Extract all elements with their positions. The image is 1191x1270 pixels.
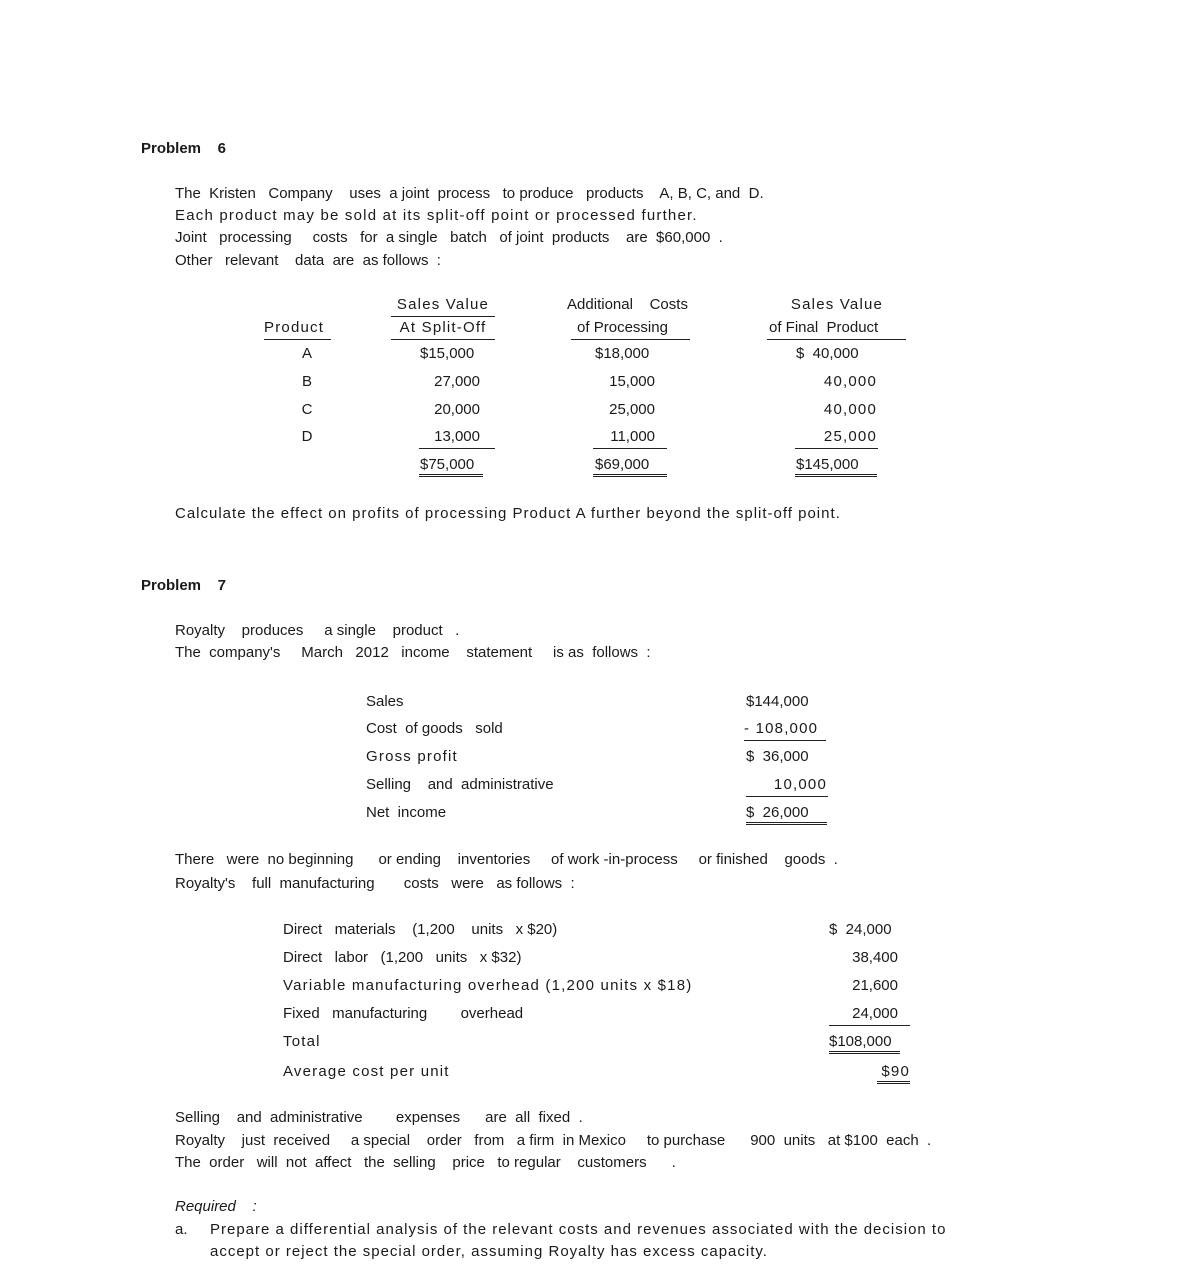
intro-line: Joint processing costs for a single batch of joint products are $60,000 .: [175, 229, 723, 246]
cell-final: $ 40,000: [796, 345, 859, 362]
intro-line: Each product may be sold at its split-off point or processed further.: [175, 207, 698, 224]
total-split: $75,000: [420, 456, 475, 473]
statement-label: Gross profit: [366, 748, 458, 765]
subtotal-rule: [419, 448, 495, 449]
cell-product: A: [301, 345, 312, 362]
cost-label: Total: [283, 1033, 321, 1050]
cost-amount: 21,600: [852, 977, 898, 994]
required-item-line: accept or reject the special order, assuming Royalty has excess capacity.: [210, 1243, 768, 1260]
statement-rule: [744, 740, 826, 741]
statement-amount: $ 36,000: [746, 748, 809, 765]
header-divider: [571, 339, 690, 340]
cost-amount: $108,000: [829, 1033, 892, 1050]
cost-label: Direct materials (1,200 units x $20): [283, 921, 558, 938]
header-product-label: Product: [264, 319, 325, 336]
statement-label: Selling and administrative: [366, 776, 554, 793]
cost-label: Fixed manufacturing overhead: [283, 1005, 524, 1022]
cell-final: 25,000: [823, 428, 877, 445]
header-final-top: Sales Value: [790, 296, 884, 313]
statement-label: Cost of goods sold: [366, 720, 503, 737]
intro-line: Other relevant data are as follows :: [175, 252, 441, 269]
statement-amount: 10,000: [773, 776, 827, 793]
cell-split: 20,000: [434, 401, 480, 418]
cell-split: 13,000: [434, 428, 480, 445]
required-item-letter: a.: [175, 1221, 188, 1238]
cost-label: Average cost per unit: [283, 1063, 450, 1080]
cost-amount: $ 24,000: [829, 921, 892, 938]
header-divider: [391, 316, 495, 317]
cell-additional: 25,000: [609, 401, 655, 418]
cost-amount: $90: [881, 1063, 910, 1080]
cost-amount: 38,400: [852, 949, 898, 966]
statement-amount: $ 26,000: [746, 804, 809, 821]
header-split-bottom: At Split-Off: [399, 319, 487, 336]
statement-amount: - 108,000: [744, 720, 819, 737]
cost-double-rule: [829, 1051, 900, 1054]
intro-line: Royalty produces a single product .: [175, 622, 460, 639]
statement-label: Sales: [366, 693, 404, 710]
cell-final: 40,000: [823, 401, 877, 418]
problem-6-heading: Problem 6: [141, 140, 227, 157]
cell-split: 27,000: [434, 373, 480, 390]
header-divider: [264, 339, 331, 340]
required-item-line: Prepare a differential analysis of the relevant costs and revenues associated with the decision to: [210, 1221, 947, 1238]
closing-line: Selling and administrative expenses are all fixed .: [175, 1109, 583, 1126]
header-split-top: Sales Value: [396, 296, 490, 313]
total-double-rule: [795, 474, 877, 477]
header-final-bottom: of Final Product: [769, 319, 879, 336]
subtotal-rule: [795, 448, 878, 449]
subtotal-rule: [593, 448, 667, 449]
cell-additional: 15,000: [609, 373, 655, 390]
total-double-rule: [593, 474, 667, 477]
total-additional: $69,000: [595, 456, 650, 473]
cell-additional: $18,000: [595, 345, 650, 362]
problem-6-question: Calculate the effect on profits of processing Product A further beyond the split-off point.: [175, 505, 841, 522]
header-divider: [767, 339, 906, 340]
intro-line: The company's March 2012 income statement is as follows :: [175, 644, 651, 661]
cost-label: Direct labor (1,200 units x $32): [283, 949, 522, 966]
header-additional-bottom: of Processing: [577, 319, 668, 336]
total-final: $145,000: [796, 456, 859, 473]
required-label: Required :: [175, 1198, 257, 1215]
cell-product: B: [301, 373, 312, 390]
intro-line: The Kristen Company uses a joint process to produce products A, B, C, and D.: [175, 185, 764, 202]
statement-amount: $144,000: [746, 693, 809, 710]
total-double-rule: [419, 474, 483, 477]
header-divider: [391, 339, 495, 340]
cell-product: D: [301, 428, 313, 445]
middle-line: There were no beginning or ending inventories of work -in-process or finished goods .: [175, 851, 838, 868]
cost-amount: 24,000: [852, 1005, 898, 1022]
header-product: [264, 319, 331, 338]
problem-7-heading: Problem 7: [141, 577, 227, 594]
cell-additional: 11,000: [610, 428, 655, 445]
statement-rule: [746, 796, 828, 797]
cost-rule: [829, 1025, 910, 1026]
statement-double-rule: [746, 822, 827, 825]
middle-line: Royalty's full manufacturing costs were as follows :: [175, 875, 575, 892]
cost-label: Variable manufacturing overhead (1,200 units x $18): [283, 977, 693, 994]
cell-final: 40,000: [823, 373, 877, 390]
cost-double-rule: [877, 1081, 910, 1084]
header-additional-top: Additional Costs: [567, 296, 688, 313]
cell-split: $15,000: [420, 345, 475, 362]
closing-line: Royalty just received a special order from a firm in Mexico to purchase 900 units at $100 each .: [175, 1132, 932, 1149]
closing-line: The order will not affect the selling price to regular customers .: [175, 1154, 676, 1171]
statement-label: Net income: [366, 804, 447, 821]
cell-product: C: [301, 401, 313, 418]
